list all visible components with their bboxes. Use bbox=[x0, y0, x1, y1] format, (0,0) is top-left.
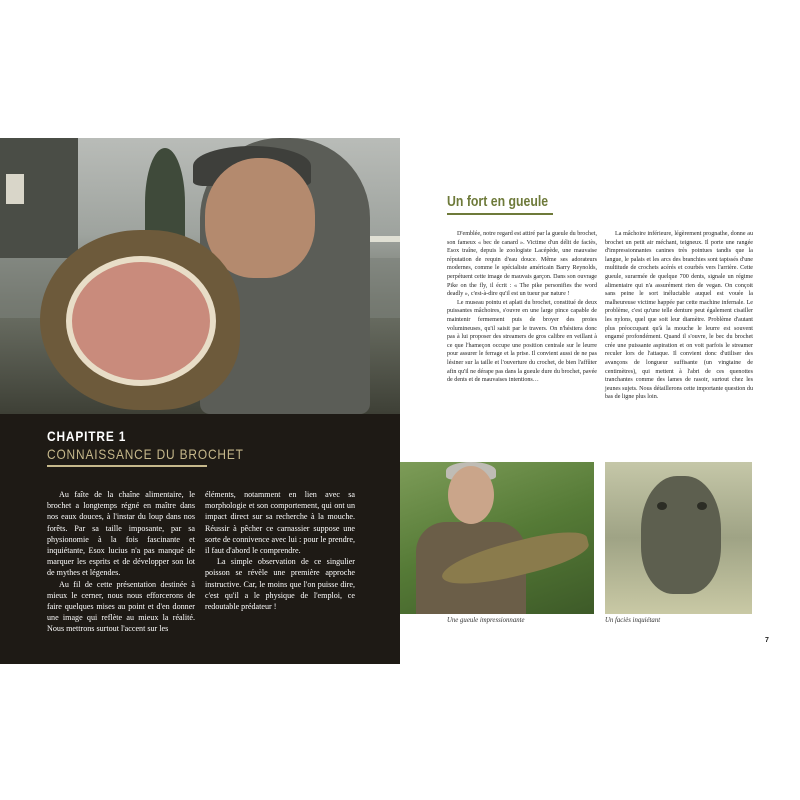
paragraph: éléments, notamment en lien avec sa morphologie et son comportement, qui ont un impact direct sur sa recherche à la mouche. Réussir à pêcher ce carnassier suppose une sorte de connivence avec lui : pour le prendre, il faut d'abord le comprendre. bbox=[205, 490, 355, 556]
caption-right-photo: Un faciès inquiétant bbox=[605, 617, 661, 624]
intro-column-a bbox=[47, 489, 195, 635]
paragraph: Le museau pointu et aplati du brochet, constitué de deux puissantes mâchoires, s'ouvre en une large pince capable de maintenir fermement puis de broyer des proies volumineuses, qu'il saisit par le travers. On n'hésitera donc pas à lui proposer des streamers de gros calibre en veillant à ce que l'hameçon occupe une position centrale sur le leurre pour assurer le ferrage et la prise. Il convient aussi de ne pas lésiner sur la taille et l'ouverture du crochet, de bien l'affûter afin qu'il ne dérape pas dans la gueule dure du brochet, pavée de dents et de mauvaises intentions… bbox=[447, 299, 597, 384]
chapter-title: CONNAISSANCE DU BROCHET bbox=[47, 446, 244, 462]
chapter-heading bbox=[47, 428, 278, 467]
paragraph: La simple observation de ce singulier poisson se révèle une première approche instructive. Car, le moins que l'on puisse dire, c'est qu'il a le physique de l'emploi, ce redoutable prédateur ! bbox=[205, 557, 355, 612]
page-number: 7 bbox=[765, 637, 769, 644]
paragraph: D'emblée, notre regard est attiré par la gueule du brochet, son fameux « bec de canard ». Victime d'un délit de faciès, Esox traîne, depuis le zoologiste Lacépède, une mauvaise réputation de requin d'eau douce. Même ses adorateurs modernes, comme le spécialiste américain Barry Reynolds, perpétuent cette image de mauvais garçon. Dans son ouvrage Pike on the fly, il écrit : « The pike personifies the word deadly », c'est-à-dire qu'il est un tueur par nature ! bbox=[447, 231, 598, 298]
section-underline bbox=[447, 213, 553, 215]
photo-pike-underwater bbox=[605, 462, 752, 614]
paragraph: Au fil de cette présentation destinée à mieux le cerner, nous nous efforcerons de faire quelques mises au point et d'en donner une image qui reflète au mieux la réalité. Nous mettrons surtout l'accent sur les bbox=[47, 579, 195, 634]
chapter-underline bbox=[47, 465, 207, 467]
section-title: Un fort en gueule bbox=[447, 193, 549, 210]
body-column-c bbox=[447, 230, 597, 385]
hero-photo-pike-angler bbox=[0, 138, 400, 414]
chapter-label: CHAPITRE 1 bbox=[47, 428, 127, 444]
paragraph: Au faîte de la chaîne alimentaire, le brochet a longtemps régné en maître dans nos eaux douces, à l'instar du loup dans nos forêts. Par sa taille imposante, par sa physionomie à la fois fascinante et inquiétante, Esox lucius n'a pas manqué de marquer les esprits et de développer son lot de mythes et légendes. bbox=[47, 490, 195, 578]
body-column-d bbox=[605, 230, 753, 402]
photo-angler-with-pike bbox=[400, 462, 594, 614]
caption-left-photo: Une gueule impressionnante bbox=[447, 617, 525, 624]
intro-column-b bbox=[205, 489, 355, 612]
paragraph: La mâchoire inférieure, légèrement prognathe, donne au brochet un petit air méchant, teigneux. Il porte une rangée d'impressionnantes canines très pointues tandis que la langue, le palais et les arcs des branchies sont tapissés d'une multitude de crochets acérés et courbés vers l'arrière. Cette gueule, surarmée de quelque 700 dents, signale un régime alimentaire qui n'a assurément rien de vegan. On conçoit sans peine le sort inéluctable auquel est vouée la malheureuse victime happée par cette machine infernale. Le problème, c'est qu'une telle denture peut également cisailler les nylons, quel que soit leur diamètre. Problème d'autant plus préoccupant qu'à la mouche le leurre est souvent engamé profondément. Quand il s'ouvre, le bec du brochet crée une puissante aspiration et on voit parfois le streamer reculer lors de l'attaque. Il convient donc d'utiliser des avançons de longueur suffisante (un vingtaine de centimètres), qui mettent à l'abri de ces quenottes tranchantes comme des lames de rasoir, surtout chez les jeunes sujets. Nous détaillerons cette importante question du bas de ligne plus loin. bbox=[605, 231, 753, 401]
